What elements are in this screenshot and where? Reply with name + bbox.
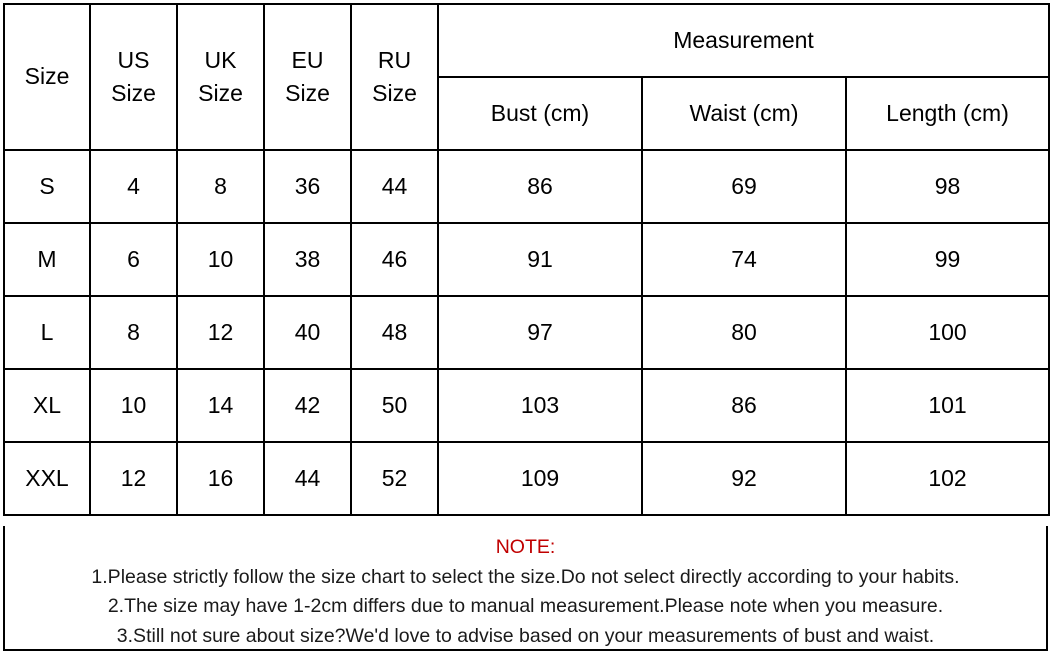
- cell-eu: 36: [264, 150, 351, 223]
- header-uk-label: UK: [204, 46, 237, 73]
- note-line: 2.The size may have 1-2cm differs due to manual measurement.Please note when you measure.: [107, 595, 944, 617]
- cell-size: XXL: [4, 442, 90, 515]
- cell-ru: 46: [351, 223, 438, 296]
- cell-bust: 109: [438, 442, 642, 515]
- cell-length: 99: [846, 223, 1049, 296]
- header-us-label: US: [117, 46, 150, 73]
- cell-us: 6: [90, 223, 177, 296]
- cell-size: M: [4, 223, 90, 296]
- cell-length: 102: [846, 442, 1049, 515]
- cell-uk: 14: [177, 369, 264, 442]
- cell-waist: 74: [642, 223, 846, 296]
- cell-bust: 103: [438, 369, 642, 442]
- note-line: 1.Please strictly follow the size chart to select the size.Do not select directly according to your habits.: [91, 565, 960, 588]
- cell-bust: 86: [438, 150, 642, 223]
- header-us-size-label: Size: [111, 80, 156, 106]
- table-row: [4, 442, 1049, 515]
- cell-size: S: [4, 150, 90, 223]
- header-uk-size-label: Size: [198, 80, 243, 106]
- notes-section: [3, 526, 1048, 651]
- cell-waist: 92: [642, 442, 846, 515]
- cell-waist: 80: [642, 296, 846, 369]
- cell-uk: 8: [177, 150, 264, 223]
- note-line: 3.Still not sure about size?We'd love to advise based on your measurements of bust and waist.: [116, 624, 935, 647]
- header-row-top: [4, 4, 1049, 77]
- cell-eu: 40: [264, 296, 351, 369]
- size-chart-table: [3, 3, 1050, 516]
- header-length: Length (cm): [846, 77, 1049, 150]
- cell-uk: 16: [177, 442, 264, 515]
- cell-us: 10: [90, 369, 177, 442]
- header-uk-size: [177, 4, 264, 150]
- table-row: [4, 369, 1049, 442]
- header-ru-label: RU: [377, 46, 412, 73]
- cell-eu: 42: [264, 369, 351, 442]
- header-size: [4, 4, 90, 150]
- header-size-label: Size: [24, 63, 70, 90]
- cell-size: XL: [4, 369, 90, 442]
- header-eu-label: EU: [291, 46, 324, 73]
- header-ru-size-label: Size: [372, 80, 417, 106]
- cell-waist: 69: [642, 150, 846, 223]
- table-row: [4, 296, 1049, 369]
- header-us-size: [90, 4, 177, 150]
- cell-uk: 12: [177, 296, 264, 369]
- cell-ru: 44: [351, 150, 438, 223]
- note-title: NOTE:: [495, 536, 556, 558]
- cell-size: L: [4, 296, 90, 369]
- cell-length: 100: [846, 296, 1049, 369]
- header-measurement: Measurement: [438, 4, 1049, 77]
- table-row: [4, 150, 1049, 223]
- header-bust: Bust (cm): [438, 77, 642, 150]
- cell-uk: 10: [177, 223, 264, 296]
- cell-eu: 38: [264, 223, 351, 296]
- table-row: [4, 223, 1049, 296]
- cell-waist: 86: [642, 369, 846, 442]
- cell-us: 4: [90, 150, 177, 223]
- cell-length: 98: [846, 150, 1049, 223]
- header-ru-size: [351, 4, 438, 150]
- header-eu-size: [264, 4, 351, 150]
- cell-ru: 48: [351, 296, 438, 369]
- cell-us: 12: [90, 442, 177, 515]
- header-eu-size-label: Size: [285, 80, 330, 106]
- cell-eu: 44: [264, 442, 351, 515]
- cell-bust: 97: [438, 296, 642, 369]
- header-waist: Waist (cm): [642, 77, 846, 150]
- cell-bust: 91: [438, 223, 642, 296]
- cell-ru: 50: [351, 369, 438, 442]
- cell-ru: 52: [351, 442, 438, 515]
- cell-us: 8: [90, 296, 177, 369]
- cell-length: 101: [846, 369, 1049, 442]
